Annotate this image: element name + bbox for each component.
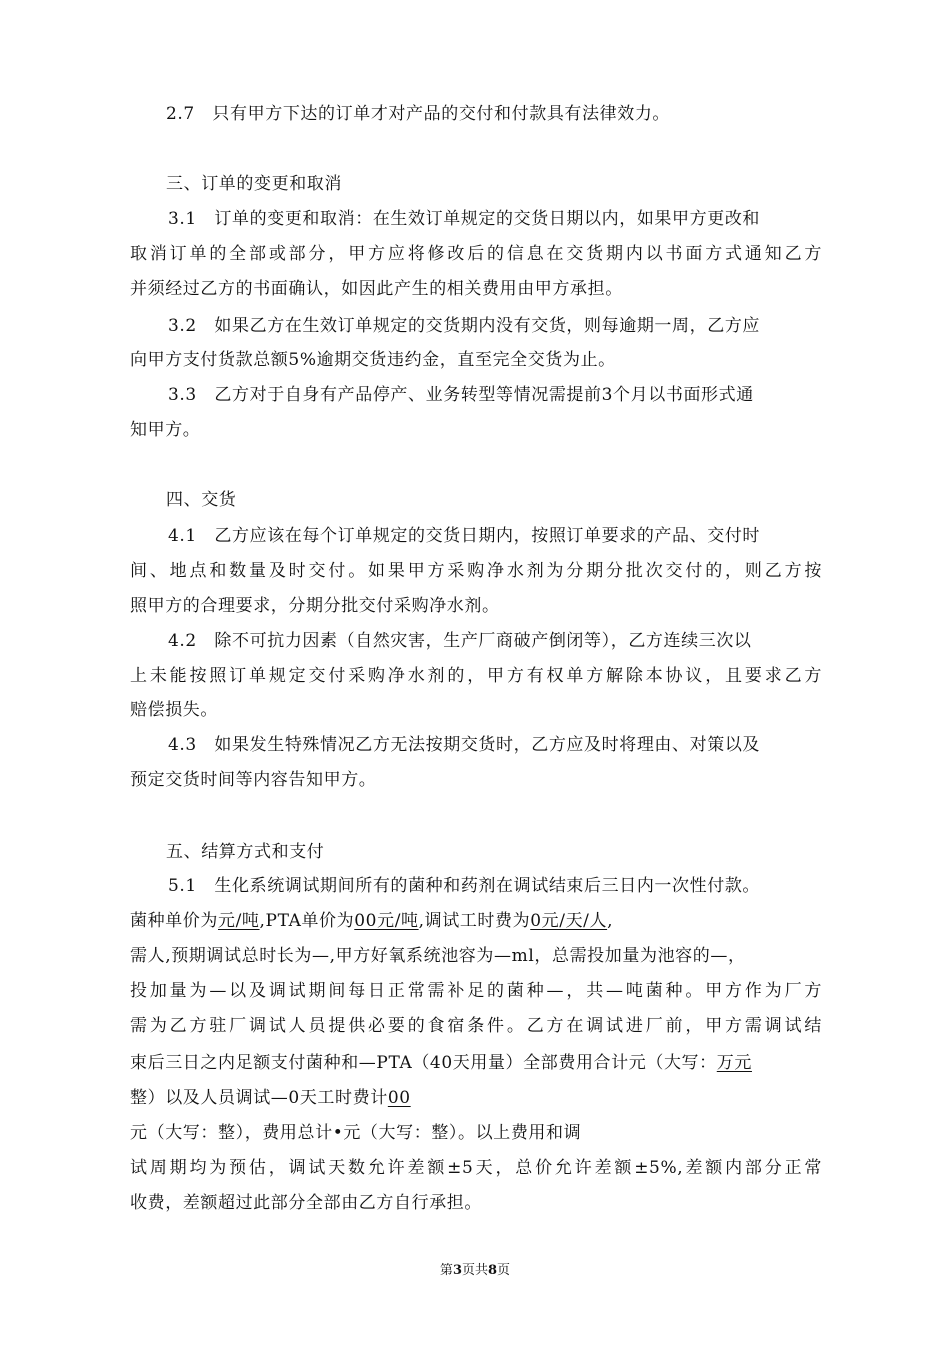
text-line	[130, 1051, 752, 1075]
current-page-number: 3	[452, 1263, 462, 1278]
footer-text: 第	[439, 1263, 453, 1278]
text-line: 投加量为—以及调试期间每日正常需补足的菌种—，共—吨菌种。甲方作为厂方	[130, 981, 822, 1001]
text-segment: 束后三日之内足额支付菌种和—PTA（40天用量）全部费用合计元（大写：	[130, 1053, 717, 1073]
text-line: 3.3 乙方对于自身有产品停产、业务转型等情况需提前3个月以书面形式通	[168, 385, 754, 405]
text-line: 元（大写：整），费用总计•元（大写：整）。以上费用和调	[130, 1123, 582, 1143]
text-line	[130, 909, 613, 933]
text-line: 4.3 如果发生特殊情况乙方无法按期交货时，乙方应及时将理由、对策以及	[168, 735, 761, 755]
text-line: 照甲方的合理要求，分期分批交付采购净水剂。	[130, 596, 500, 616]
text-line: 4.1 乙方应该在每个订单规定的交货日期内，按照订单要求的产品、交付时	[168, 526, 761, 546]
total-page-count: 8	[488, 1263, 498, 1278]
text-line: 间、地点和数量及时交付。如果甲方采购净水剂为分期分批次交付的，则乙方按	[130, 561, 822, 581]
text-segment: ,PTA单价为	[259, 911, 355, 931]
underlined-field: 0元/天/人	[530, 911, 608, 931]
text-segment: ,	[607, 911, 614, 931]
text-line: 收费，差额超过此部分全部由乙方自行承担。	[130, 1193, 482, 1213]
underlined-field: 00	[387, 1088, 411, 1108]
text-line: 2.7 只有甲方下达的订单才对产品的交付和付款具有法律效力。	[166, 104, 671, 124]
text-line: 并须经过乙方的书面确认，如因此产生的相关费用由甲方承担。	[130, 279, 623, 299]
footer-text: 页	[497, 1263, 511, 1278]
text-line: 4.2 除不可抗力因素（自然灾害，生产厂商破产倒闭等），乙方连续三次以	[168, 631, 752, 651]
text-line: 向甲方支付货款总额5%逾期交货违约金，直至完全交货为止。	[130, 350, 616, 370]
text-line: 知甲方。	[130, 420, 201, 440]
text-line: 需为乙方驻厂调试人员提供必要的食宿条件。乙方在调试进厂前，甲方需调试结	[130, 1016, 822, 1036]
text-segment: 菌种单价为	[130, 911, 218, 931]
text-line: 5.1 生化系统调试期间所有的菌种和药剂在调试结束后三日内一次性付款。	[168, 876, 761, 896]
text-line	[130, 1086, 411, 1110]
page-footer	[0, 1262, 950, 1280]
text-line: 上未能按照订单规定交付采购净水剂的，甲方有权单方解除本协议，且要求乙方	[130, 666, 822, 686]
text-line: 3.1 订单的变更和取消：在生效订单规定的交货日期以内，如果甲方更改和	[168, 209, 761, 229]
text-line: 3.2 如果乙方在生效订单规定的交货期内没有交货，则每逾期一周，乙方应	[168, 316, 761, 336]
text-segment: 整）以及人员调试—0天工时费计	[130, 1088, 388, 1108]
underlined-field: 00元/吨	[354, 911, 419, 931]
text-line: 三、订单的变更和取消	[166, 174, 342, 194]
text-line: 五、结算方式和支付	[166, 842, 325, 862]
underlined-field: 元/吨	[218, 911, 260, 931]
text-line: 需人,预期调试总时长为—,甲方好氧系统池容为—ml，总需投加量为池容的—，	[130, 946, 746, 966]
text-line: 四、交货	[166, 490, 237, 510]
text-line: 预定交货时间等内容告知甲方。	[130, 770, 377, 790]
underlined-field: 万元	[716, 1053, 752, 1073]
footer-text: 页共	[461, 1263, 488, 1278]
text-segment: ,调试工时费为	[418, 911, 531, 931]
text-line: 取消订单的全部或部分，甲方应将修改后的信息在交货期内以书面方式通知乙方	[130, 244, 822, 264]
text-line: 试周期均为预估，调试天数允许差额±5天，总价允许差额±5%,差额内部分正常	[130, 1158, 822, 1178]
text-line: 赔偿损失。	[130, 700, 218, 720]
